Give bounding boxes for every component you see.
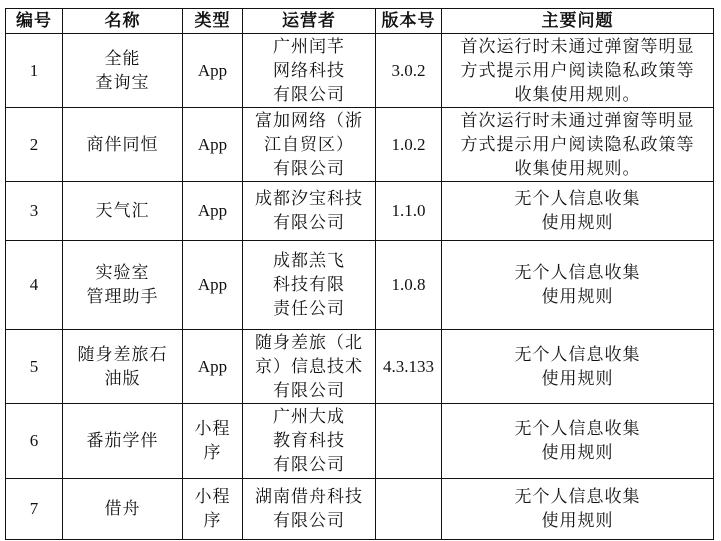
row-version-text: 1.0.2 bbox=[391, 134, 426, 154]
table-row bbox=[6, 108, 714, 182]
row-version bbox=[376, 182, 442, 241]
row-operator-text: 广州大成 教育科技 有限公司 bbox=[273, 407, 345, 475]
row-operator bbox=[243, 479, 376, 540]
row-type bbox=[183, 404, 243, 479]
row-id bbox=[6, 330, 63, 404]
row-issue bbox=[442, 108, 714, 182]
row-operator-text: 成都羔飞 科技有限 责任公司 bbox=[273, 251, 345, 319]
row-name-text: 天气汇 bbox=[95, 201, 150, 221]
header-type: 类型 bbox=[183, 9, 243, 34]
apps-issue-table bbox=[5, 8, 714, 540]
row-name bbox=[63, 330, 183, 404]
row-type-text: App bbox=[197, 134, 228, 154]
header-version: 版本号 bbox=[376, 9, 442, 34]
row-name-text: 番茄学伴 bbox=[86, 431, 159, 451]
row-operator bbox=[243, 404, 376, 479]
row-name-text: 实验室 管理助手 bbox=[86, 263, 159, 307]
row-id-text: 1 bbox=[29, 60, 39, 80]
row-name-text: 商伴同恒 bbox=[86, 134, 159, 155]
table-row bbox=[6, 34, 714, 108]
row-version-text: 3.0.2 bbox=[391, 60, 426, 80]
row-id-text: 2 bbox=[29, 134, 39, 154]
row-type bbox=[183, 330, 243, 404]
row-operator-text: 湖南借舟科技 有限公司 bbox=[255, 487, 363, 531]
row-name-text: 随身差旅石 油版 bbox=[77, 344, 168, 389]
row-issue bbox=[442, 479, 714, 540]
row-version-text: 1.1.0 bbox=[391, 201, 426, 220]
row-id bbox=[6, 404, 63, 479]
row-name-text: 借舟 bbox=[104, 499, 141, 519]
table-row bbox=[6, 182, 714, 241]
row-type-text: App bbox=[197, 201, 228, 220]
row-issue bbox=[442, 330, 714, 404]
row-issue-text: 无个人信息收集 使用规则 bbox=[514, 419, 641, 463]
row-id bbox=[6, 34, 63, 108]
row-id-text: 5 bbox=[29, 356, 39, 376]
row-name bbox=[63, 108, 183, 182]
row-issue bbox=[442, 241, 714, 330]
row-name bbox=[63, 404, 183, 479]
row-type bbox=[183, 182, 243, 241]
row-name bbox=[63, 182, 183, 241]
row-name bbox=[63, 34, 183, 108]
table-row bbox=[6, 479, 714, 540]
row-operator bbox=[243, 241, 376, 330]
row-id-text: 4 bbox=[29, 275, 39, 294]
row-id bbox=[6, 182, 63, 241]
row-issue-text: 首次运行时未通过弹窗等明显 方式提示用户阅读隐私政策等 收集使用规则。 bbox=[460, 36, 695, 105]
row-id bbox=[6, 108, 63, 182]
row-version bbox=[376, 241, 442, 330]
row-name bbox=[63, 241, 183, 330]
row-version bbox=[376, 330, 442, 404]
row-version bbox=[376, 108, 442, 182]
row-type-text: App bbox=[197, 275, 228, 294]
row-id-text: 7 bbox=[29, 499, 39, 518]
row-type-text: App bbox=[197, 60, 228, 80]
row-type bbox=[183, 479, 243, 540]
row-type-text: 小程 序 bbox=[194, 487, 231, 531]
row-id-text: 3 bbox=[29, 201, 39, 220]
row-version bbox=[376, 479, 442, 540]
row-operator bbox=[243, 34, 376, 108]
row-operator-text: 成都汐宝科技 有限公司 bbox=[255, 189, 363, 233]
row-version bbox=[376, 404, 442, 479]
row-version bbox=[376, 34, 442, 108]
header-issue: 主要问题 bbox=[442, 9, 714, 34]
row-issue-text: 无个人信息收集 使用规则 bbox=[514, 487, 641, 531]
row-name bbox=[63, 479, 183, 540]
row-issue bbox=[442, 182, 714, 241]
row-operator bbox=[243, 330, 376, 404]
row-id bbox=[6, 241, 63, 330]
row-issue-text: 无个人信息收集 使用规则 bbox=[514, 263, 641, 307]
row-id-text: 6 bbox=[29, 431, 39, 450]
row-id bbox=[6, 479, 63, 540]
table-header-row bbox=[6, 9, 714, 34]
row-version-text: 1.0.8 bbox=[391, 275, 426, 294]
row-type-text: App bbox=[197, 356, 228, 376]
header-operator: 运营者 bbox=[243, 9, 376, 34]
header-id: 编号 bbox=[6, 9, 63, 34]
table-row bbox=[6, 241, 714, 330]
row-operator bbox=[243, 182, 376, 241]
row-issue bbox=[442, 404, 714, 479]
row-operator bbox=[243, 108, 376, 182]
row-issue-text: 首次运行时未通过弹窗等明显 方式提示用户阅读隐私政策等 收集使用规则。 bbox=[460, 110, 695, 179]
table-row bbox=[6, 404, 714, 479]
row-type bbox=[183, 108, 243, 182]
row-operator-text: 随身差旅（北 京）信息技术 有限公司 bbox=[255, 332, 363, 401]
row-issue-text: 无个人信息收集 使用规则 bbox=[514, 189, 641, 233]
row-type bbox=[183, 34, 243, 108]
row-type-text: 小程 序 bbox=[194, 419, 231, 463]
row-version-text: 4.3.133 bbox=[383, 356, 434, 376]
row-type bbox=[183, 241, 243, 330]
row-operator-text: 广州闰芊 网络科技 有限公司 bbox=[273, 36, 345, 105]
row-operator-text: 富加网络（浙 江自贸区） 有限公司 bbox=[255, 110, 363, 179]
header-name: 名称 bbox=[63, 9, 183, 34]
row-issue-text: 无个人信息收集 使用规则 bbox=[514, 344, 641, 389]
row-issue bbox=[442, 34, 714, 108]
table-row bbox=[6, 330, 714, 404]
row-name-text: 全能 查询宝 bbox=[95, 48, 150, 93]
